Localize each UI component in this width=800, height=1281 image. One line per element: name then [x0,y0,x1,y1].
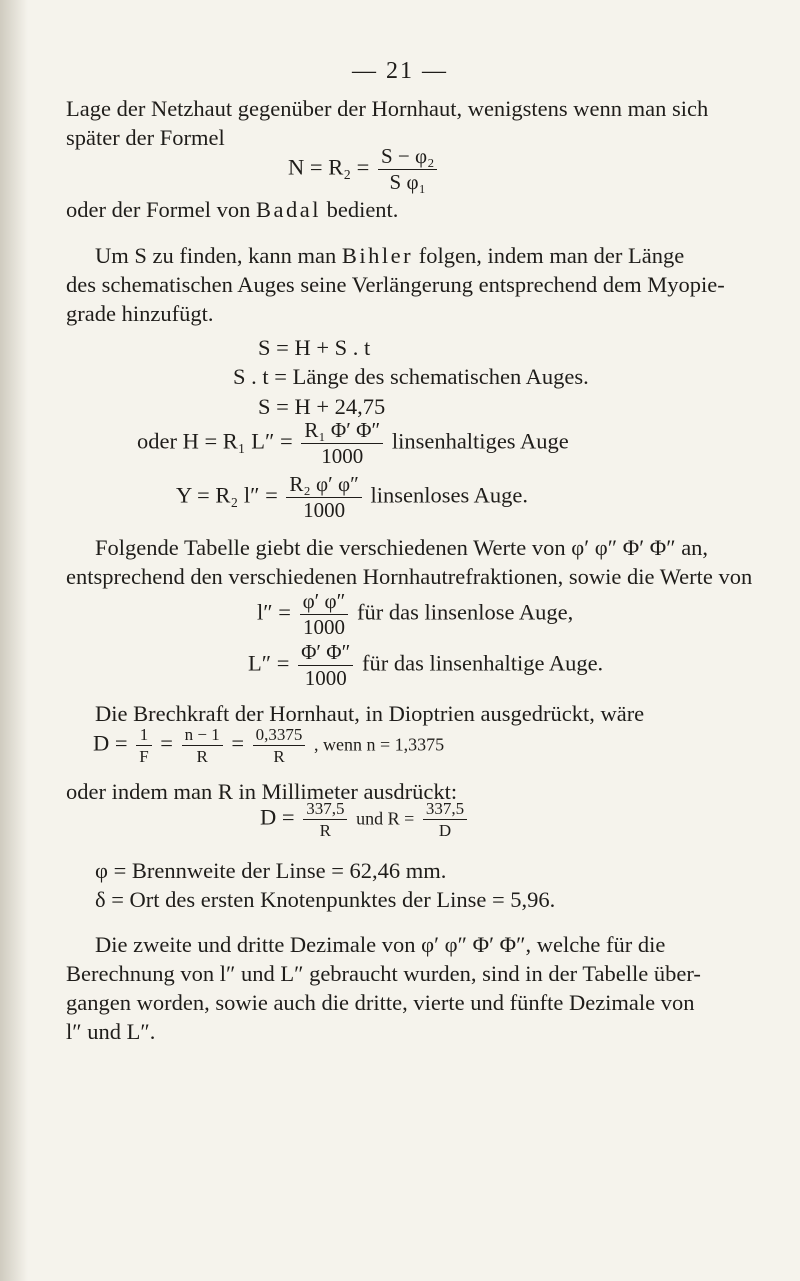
paragraph-7-line-4: l″ und L″. [66,1019,156,1044]
equation-dr-fraction-1 [303,800,347,839]
equation-h-rhs: linsenhaltiges Auge [391,428,569,454]
paragraph-3-line-2: des schematischen Auges seine Verlängerung entsprechend dem Myopie- [66,272,725,297]
definition-delta: δ = Ort des ersten Knotenpunktes der Linse = 5,96. [95,887,556,912]
equation-d-rhs: , wenn n = 1,3375 [314,734,445,755]
equation-y-denominator: 1000 [286,497,361,521]
equation-L [248,642,603,689]
page-gutter-shadow [0,0,28,1281]
equation-d [93,726,444,765]
equation-dr-mid: und R = [356,808,415,829]
equation-d-fraction-3-denominator: R [253,745,306,765]
paragraph-3-line-1-post: folgen, indem man der Länge [418,243,685,268]
equation-dr-fraction-2 [423,800,467,839]
equation-h-denominator: 1000 [301,443,383,467]
equation-h-numerator: R₁ Φ′ Φ″ [304,418,381,442]
author-bihler: Bihler [341,243,414,268]
paragraph-1-line-2: später der Formel [66,125,225,150]
paragraph-7-line-2: Berechnung von l″ und L″ gebraucht wurden, sind in der Tabelle über- [66,961,701,986]
equation-y-fraction [286,474,361,521]
equation-L-numerator: Φ′ Φ″ [301,640,351,664]
equation-dr-fraction-1-denominator: R [303,819,347,839]
equation-y-lhs: Y = R₂ l″ = [176,482,278,508]
formula-n-r2-fraction [378,146,437,193]
equation-d-lhs: D = [93,730,128,756]
paragraph-7-line-1: Die zweite und dritte Dezimale von φ′ φ″ Φ′ Φ″, welche für die [95,932,666,957]
formula-n-r2-lhs: N = R₂ = [288,154,370,180]
equation-d-fraction-2-denominator: R [182,745,223,765]
equation-d-fraction-3 [253,726,306,765]
equation-l [257,591,573,638]
page-number: — 21 — [352,58,448,84]
equation-dr-fraction-2-denominator: D [423,819,467,839]
paragraph-2-pre: oder der Formel von [66,197,251,222]
paragraph-3-line-1 [95,245,684,268]
equation-dr-fraction-2-numerator: 337,5 [425,799,465,818]
equation-d-fraction-2-numerator: n − 1 [184,725,220,744]
equation-l-numerator: φ′ φ″ [302,589,346,613]
equation-d-fraction-2 [182,726,223,765]
paragraph-6: oder indem man R in Millimeter ausdrückt: [66,779,458,804]
equation-L-fraction [298,642,353,689]
author-badal: Badal [255,197,321,222]
paragraph-4-line-1: Folgende Tabelle giebt die verschiedenen Werte von φ′ φ″ Φ′ Φ″ an, [95,535,709,560]
equation-d-fraction-1 [136,726,151,765]
definition-phi: φ = Brennweite der Linse = 62,46 mm. [95,858,447,883]
equation-L-lhs: L″ = [248,650,290,676]
equation-y-rhs: linsenloses Auge. [370,482,528,508]
equation-l-rhs: für das linsenlose Auge, [357,599,574,625]
paragraph-2-post: bedient. [326,197,399,222]
equation-s-value: S = H + 24,75 [258,394,386,419]
equation-d-fraction-1-denominator: F [136,745,151,765]
equation-d-fraction-3-numerator: 0,3375 [255,725,303,744]
equation-d-equals-1: = [160,730,173,756]
equation-l-lhs: l″ = [257,599,291,625]
equation-dr-fraction-1-numerator: 337,5 [306,799,345,818]
equation-h-lhs: oder H = R₁ L″ = [137,428,293,454]
paragraph-7-line-3: gangen worden, sowie auch die dritte, vierte und fünfte Dezimale von [66,990,695,1015]
equation-dr-lhs: D = [260,804,295,830]
paragraph-3-line-3: grade hinzufügt. [66,301,214,326]
equation-L-rhs: für das linsenhaltige Auge. [361,650,604,676]
equation-s: S = H + S . t [258,335,371,360]
equation-h [137,420,569,467]
equation-dr [260,800,470,839]
equation-L-denominator: 1000 [298,665,353,689]
equation-y-numerator: R₂ φ′ φ″ [289,472,359,496]
formula-n-r2-denominator: S φ₁ [378,169,437,193]
formula-n-r2-numerator: S − φ₂ [380,144,435,168]
equation-h-fraction [301,420,383,467]
equation-d-equals-2: = [231,730,245,756]
paragraph-1-line-1: Lage der Netzhaut gegenüber der Hornhaut, wenigstens wenn man sich [66,96,709,121]
equation-st: S . t = Länge des schematischen Auges. [233,364,589,389]
equation-d-fraction-1-numerator: 1 [139,725,149,744]
paragraph-2 [66,199,398,222]
equation-l-denominator: 1000 [300,614,349,638]
paragraph-5: Die Brechkraft der Hornhaut, in Dioptrien ausgedrückt, wäre [95,701,645,726]
equation-y [176,474,528,521]
equation-l-fraction [300,591,349,638]
paragraph-3-line-1-pre: Um S zu finden, kann man [95,243,337,268]
paragraph-4-line-2: entsprechend den verschiedenen Hornhautrefraktionen, sowie die Werte von [66,564,753,589]
formula-n-r2 [288,146,440,193]
